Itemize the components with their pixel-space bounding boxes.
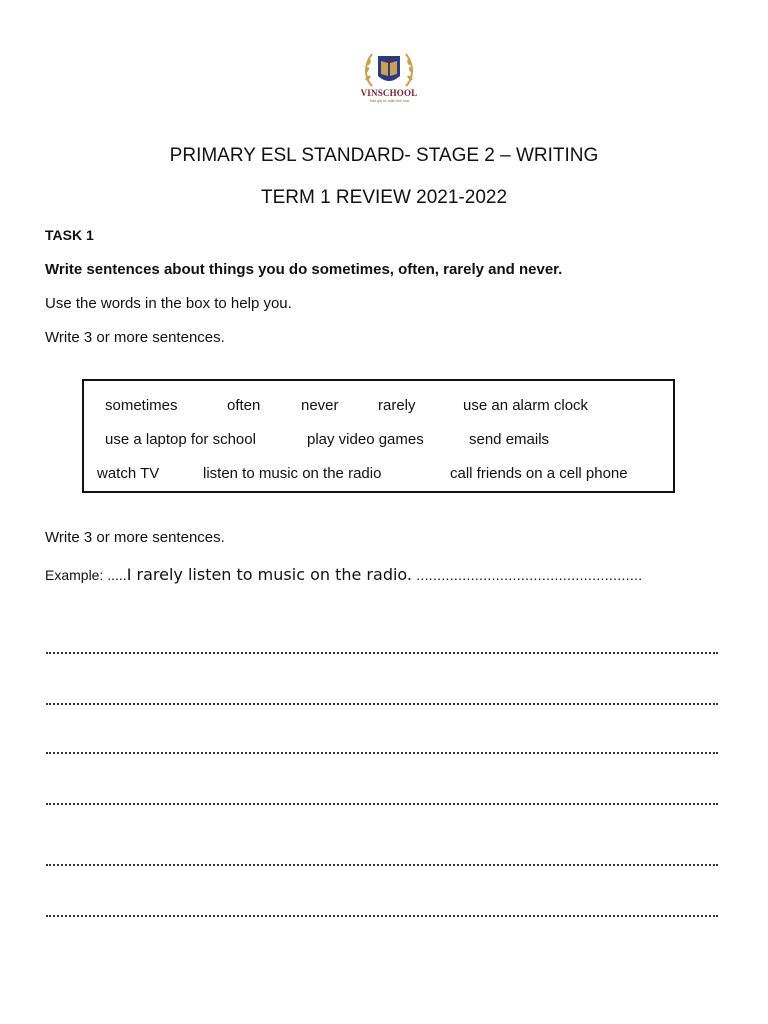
answer-line[interactable]	[46, 752, 718, 754]
example-label: Example: .....	[45, 567, 127, 583]
answer-line[interactable]	[46, 915, 718, 917]
worksheet-title: PRIMARY ESL STANDARD- STAGE 2 – WRITING	[169, 145, 599, 166]
example-sentence: I rarely listen to music on the radio.	[126, 565, 413, 584]
answer-line[interactable]	[46, 864, 718, 866]
use-words-instruction: Use the words in the box to help you.	[45, 295, 292, 312]
example-row	[45, 565, 642, 584]
example-dots: ......................................................	[416, 567, 643, 583]
sentence-count-instruction-2: Write 3 or more sentences.	[45, 529, 225, 546]
word-watch-tv: watch TV	[97, 465, 160, 482]
answer-line[interactable]	[46, 652, 718, 654]
word-cell-phone: call friends on a cell phone	[450, 465, 628, 482]
word-laptop: use a laptop for school	[105, 431, 256, 448]
school-logo	[358, 48, 420, 106]
laurel-book-icon	[358, 48, 420, 92]
word-radio: listen to music on the radio	[203, 465, 382, 482]
sentence-count-instruction: Write 3 or more sentences.	[45, 329, 225, 346]
word-emails: send emails	[469, 431, 550, 448]
word-box	[82, 379, 675, 493]
logo-name: VINSCHOOL	[360, 88, 418, 98]
logo-tagline: Trao giá trị, nhận tinh hoa	[369, 99, 409, 103]
word-sometimes: sometimes	[105, 397, 178, 414]
word-alarm-clock: use an alarm clock	[463, 397, 589, 414]
answer-line[interactable]	[46, 703, 718, 705]
word-never: never	[301, 397, 339, 414]
answer-line[interactable]	[46, 803, 718, 805]
word-often: often	[227, 397, 261, 414]
worksheet-subtitle: TERM 1 REVIEW 2021-2022	[260, 187, 508, 208]
task-label: TASK 1	[45, 227, 94, 243]
word-rarely: rarely	[378, 397, 416, 414]
task-instruction: Write sentences about things you do sometimes, often, rarely and never.	[45, 261, 563, 278]
word-video-games: play video games	[307, 431, 424, 448]
